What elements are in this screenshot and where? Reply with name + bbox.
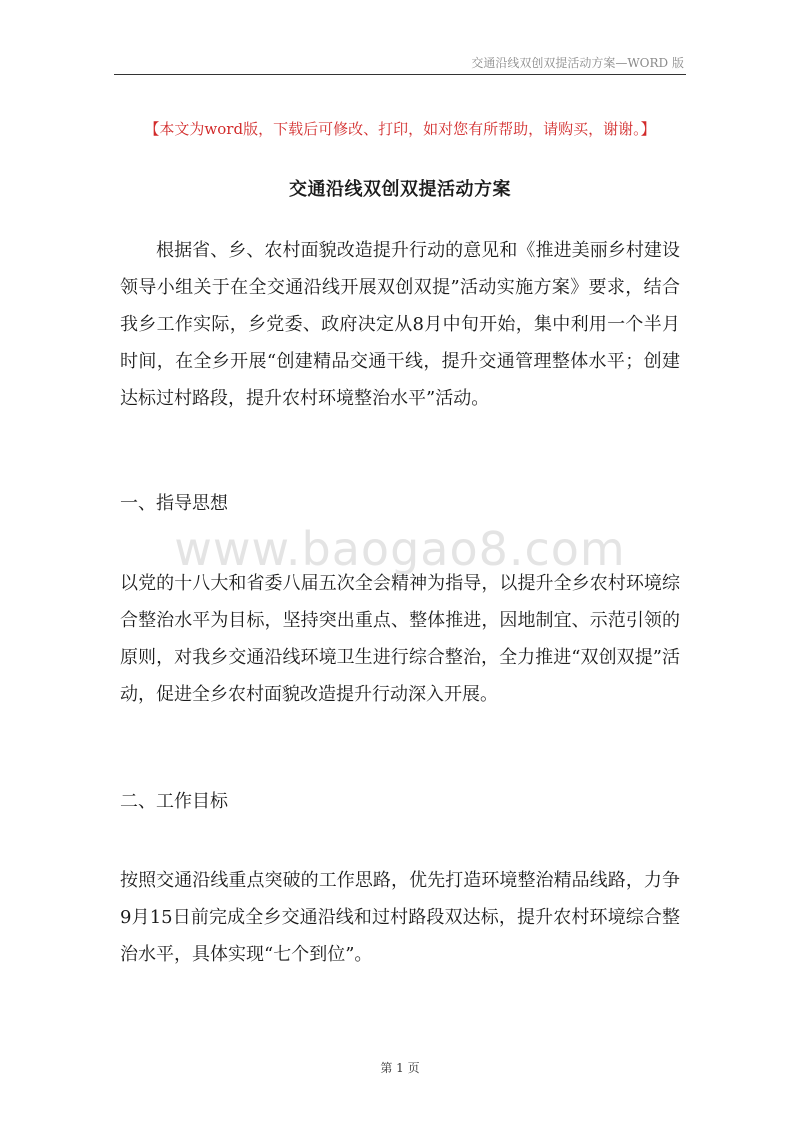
section-paragraph-work-goals: 按照交通沿线重点突破的工作思路，优先打造环境整治精品线路，力争9月15日前完成全乡交通沿线和过村路段双达标，提升农村环境综合整治水平，具体实现“七个到位”。 <box>120 870 680 965</box>
section-heading-guiding-ideology: 一、指导思想 <box>120 493 228 514</box>
watermark: www.baogao8.com <box>174 522 626 576</box>
section-heading-work-goals: 二、工作目标 <box>120 791 228 812</box>
header-divider <box>114 74 686 75</box>
running-header: 交通沿线双创双提活动方案—WORD 版 <box>471 56 684 70</box>
download-notice: 【本文为word版，下载后可修改、打印，如对您有所帮助，请购买，谢谢。】 <box>144 120 656 138</box>
section-paragraph-guiding-ideology: 以党的十八大和省委八届五次全会精神为指导，以提升全乡农村环境综合整治水平为目标，坚持突出重点、整体推进，因地制宜、示范引领的原则，对我乡交通沿线环境卫生进行综合整治，全力推进“双创双提”活动，促进全乡农村面貌改造提升行动深入开展。 <box>120 573 680 705</box>
page-number: 第 1 页 <box>380 1061 420 1075</box>
intro-paragraph: 根据省、乡、农村面貌改造提升行动的意见和《推进美丽乡村建设领导小组关于在全交通沿线开展双创双提”活动实施方案》要求，结合我乡工作实际，乡党委、政府决定从8月中旬开始，集中利用一个半月时间，在全乡开展“创建精品交通干线，提升交通管理整体水平；创建达标过村路段，提升农村环境整治水平”活动。 <box>120 240 680 409</box>
document-title: 交通沿线双创双提活动方案 <box>289 179 511 200</box>
